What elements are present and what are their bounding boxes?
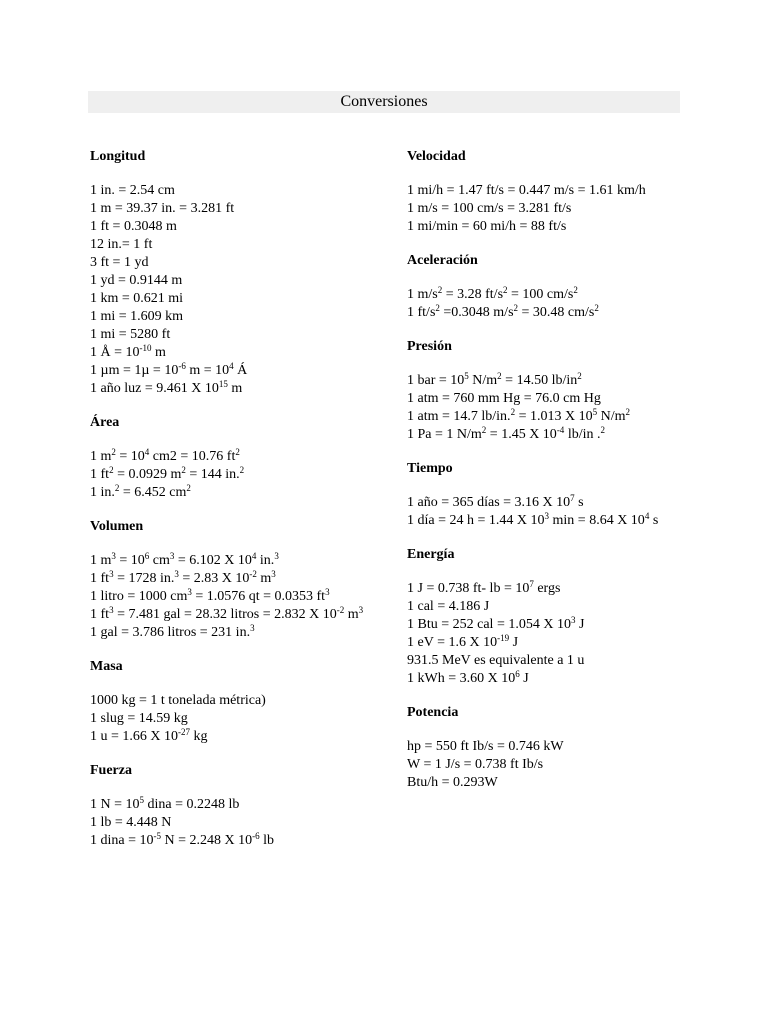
exponent: 15 bbox=[218, 379, 228, 389]
conversion-line: 1 in. = 2.54 cm bbox=[90, 183, 175, 198]
conversion-line: 1 $m/s^2 = 3.28$ $ft/s^2 = 100$ $cm/s^2$ bbox=[407, 285, 578, 302]
exponent: 2 bbox=[625, 407, 630, 417]
exponent: 3 bbox=[187, 587, 192, 597]
exponent: 2 bbox=[109, 465, 114, 475]
exponent: 3 bbox=[174, 569, 179, 579]
conversion-line: 1 $N = 10^5$ dina = 0.2248 lb bbox=[90, 795, 240, 812]
exponent: 3 bbox=[109, 605, 114, 615]
conversion-line: 1 mi/min = 60 mi/h = 88 ft/s bbox=[407, 219, 567, 234]
exponent: 3 bbox=[109, 569, 114, 579]
exponent: 6 bbox=[144, 551, 150, 561]
exponent: 4 bbox=[144, 447, 150, 457]
exponent: 3 bbox=[570, 615, 576, 625]
conversion-line: 1 slug = 14.59 kg bbox=[90, 711, 188, 726]
exponent: -6 bbox=[178, 361, 186, 371]
conversion-line: 1 bar = $10^5$ $N/m^2 = 14.50$ $lb/in^2$ bbox=[407, 371, 582, 388]
conversion-line: 1 atm = 14.7 lb/in.$^2$ = 1.013 X $10^5$ $N/m^2$ bbox=[407, 407, 630, 424]
conversion-line: 1 dina = $10^{-5}$ N = 2.248 X $10^{-6}$ lb bbox=[90, 831, 275, 848]
exponent: 2 bbox=[111, 447, 116, 457]
conversion-line: 1 día = 24 h = 1.44 X $10^3$ min = 8.64 X $10^4$ s bbox=[407, 511, 659, 528]
section-gap bbox=[407, 444, 707, 460]
left-column bbox=[90, 148, 390, 850]
exponent: -2 bbox=[249, 569, 257, 579]
conversion-line: 1 Pa = 1 $N/m^2 = 1.45$ X $10^{-4}$ lb/in .$^2$ bbox=[407, 425, 605, 442]
section-heading: Potencia bbox=[407, 705, 459, 720]
conversion-line: 1 $ft/s^2 =0.3048$ $m/s^2 = 30.48$ $cm/s^2$ bbox=[407, 303, 599, 320]
conversion-line: 1 $m^3 = 10^6$ $cm^3 = 6.102$ X $10^4$ in.$^3$ bbox=[90, 551, 279, 568]
section-heading: Área bbox=[90, 415, 120, 430]
exponent: 2 bbox=[497, 371, 502, 381]
section-presion bbox=[407, 338, 707, 444]
exponent: 2 bbox=[114, 483, 120, 493]
conversion-line: hp = 550 ft Ib/s = 0.746 kW bbox=[407, 739, 564, 754]
conversion-line: 1 mi = 5280 ft bbox=[90, 327, 171, 342]
section-gap bbox=[90, 746, 390, 762]
conversion-line: 1 litro = 1000 $cm^3 = 1.0576$ qt = 0.0353 $ft^3$ bbox=[90, 587, 330, 604]
conversion-line: 1 m/s = 100 cm/s = 3.281 ft/s bbox=[407, 201, 572, 216]
section-energia bbox=[407, 546, 707, 688]
exponent: 3 bbox=[358, 605, 364, 615]
conversion-line: 1 $ft^2 = 0.0929$ $m^2 = 144$ in.$^2$ bbox=[90, 465, 245, 482]
exponent: 3 bbox=[169, 551, 175, 561]
conversion-line: 1 gal = 3.786 litros = 231 in.$^3$ bbox=[90, 623, 255, 640]
section-heading: Masa bbox=[90, 659, 123, 674]
section-potencia bbox=[407, 704, 707, 792]
conversion-line: 1 año = 365 días = 3.16 X $10^7$ s bbox=[407, 493, 584, 510]
exponent: 2 bbox=[577, 371, 582, 381]
section-gap bbox=[407, 236, 707, 252]
conversion-line: 1 $\mu m = 1\mu = 10^{-6}$ $m = 10^4$ Á bbox=[90, 361, 248, 378]
exponent: 3 bbox=[325, 587, 330, 597]
conversion-line: 931.5 MeV es equivalente a 1 u bbox=[407, 653, 585, 668]
exponent: 2 bbox=[600, 425, 605, 435]
exponent: 2 bbox=[481, 425, 487, 435]
exponent: 2 bbox=[437, 285, 443, 295]
section-tiempo bbox=[407, 460, 707, 530]
conversion-line: 1 Btu = 252 cal = 1.054 X $10^3$ J bbox=[407, 615, 585, 632]
exponent: -5 bbox=[153, 831, 161, 841]
conversion-line: 1 in.$^2$ = 6.452 $cm^2$ bbox=[90, 483, 191, 500]
section-heading: Longitud bbox=[90, 149, 146, 164]
conversion-line: 12 in.= 1 ft bbox=[90, 237, 153, 252]
section-gap bbox=[407, 322, 707, 338]
conversion-line: 1 ft = 0.3048 m bbox=[90, 219, 177, 234]
conversion-line: 1 u = 1.66 X $10^{-27}$ kg bbox=[90, 727, 208, 744]
section-gap bbox=[90, 502, 390, 518]
section-area bbox=[90, 414, 390, 502]
conversion-line: 1 $m^2 = 10^4$ cm2 = 10.76 $ft^2$ bbox=[90, 447, 240, 464]
exponent: 2 bbox=[510, 407, 516, 417]
section-gap bbox=[407, 530, 707, 546]
conversion-line: 3 ft = 1 yd bbox=[90, 255, 149, 270]
section-aceleracion bbox=[407, 252, 707, 322]
conversion-line: W = 1 J/s = 0.738 ft Ib/s bbox=[407, 757, 544, 772]
exponent: -10 bbox=[139, 343, 152, 353]
section-heading: Fuerza bbox=[90, 763, 132, 778]
exponent: 2 bbox=[513, 303, 519, 313]
section-heading: Velocidad bbox=[407, 149, 466, 164]
conversion-line: 1 atm = 760 mm Hg = 76.0 cm Hg bbox=[407, 391, 601, 406]
exponent: 2 bbox=[573, 285, 578, 295]
exponent: 5 bbox=[592, 407, 598, 417]
section-heading: Presión bbox=[407, 339, 452, 354]
exponent: 2 bbox=[239, 465, 245, 475]
exponent: 2 bbox=[235, 447, 240, 457]
exponent: -2 bbox=[336, 605, 345, 615]
exponent: 3 bbox=[250, 623, 255, 633]
exponent: 3 bbox=[544, 511, 550, 521]
section-volumen bbox=[90, 518, 390, 642]
exponent: 3 bbox=[274, 551, 279, 561]
conversion-line: 1 mi = 1.609 km bbox=[90, 309, 184, 324]
section-heading: Energía bbox=[407, 547, 455, 562]
exponent: 5 bbox=[464, 371, 469, 381]
conversion-line: 1 $ft^3 = 1728$ in.$^3$ = 2.83 X $10^{-2}$ $m^3$ bbox=[90, 569, 276, 586]
exponent: -19 bbox=[497, 633, 510, 643]
exponent: 7 bbox=[529, 579, 534, 589]
exponent: 6 bbox=[515, 669, 520, 679]
exponent: -6 bbox=[252, 831, 260, 841]
conversion-line: 1 Å = $10^{-10}$ m bbox=[90, 343, 166, 360]
conversion-line: 1 kWh = 3.60 X $10^6$ J bbox=[407, 669, 529, 686]
section-masa bbox=[90, 658, 390, 746]
section-heading: Tiempo bbox=[407, 461, 453, 476]
section-gap bbox=[90, 642, 390, 658]
exponent: 4 bbox=[251, 551, 257, 561]
exponent: -27 bbox=[178, 727, 191, 737]
conversion-line: 1 $ft^3 = 7.481$ gal = 28.32 litros = 2.832 X $10^{-2}$ $m^3$ bbox=[90, 605, 364, 622]
exponent: 2 bbox=[181, 465, 186, 475]
exponent: 2 bbox=[435, 303, 440, 313]
exponent: 2 bbox=[594, 303, 599, 313]
section-fuerza bbox=[90, 762, 390, 850]
exponent: -4 bbox=[556, 425, 565, 435]
conversion-line: 1 cal = 4.186 J bbox=[407, 599, 490, 614]
conversion-line: 1 eV = 1.6 X $10^{-19}$ J bbox=[407, 633, 519, 650]
page-title: Conversiones bbox=[88, 91, 680, 113]
conversion-line: 1 m = 39.37 in. = 3.281 ft bbox=[90, 201, 235, 216]
section-velocidad bbox=[407, 148, 707, 236]
conversion-line: 1 J = 0.738 ft- lb = $10^7$ ergs bbox=[407, 579, 561, 596]
conversion-line: 1 año luz = 9.461 X $10^{15}$ m bbox=[90, 379, 243, 396]
section-gap bbox=[90, 398, 390, 414]
conversion-line: 1 mi/h = 1.47 ft/s = 0.447 m/s = 1.61 km/h bbox=[407, 183, 646, 198]
exponent: 5 bbox=[139, 795, 145, 805]
exponent: 4 bbox=[229, 361, 234, 371]
section-longitud bbox=[90, 148, 390, 398]
conversion-line: 1 lb = 4.448 N bbox=[90, 815, 172, 830]
conversion-line: 1 km = 0.621 mi bbox=[90, 291, 184, 306]
exponent: 7 bbox=[570, 493, 575, 503]
exponent: 2 bbox=[503, 285, 508, 295]
section-gap bbox=[407, 688, 707, 704]
conversion-line: 1000 kg = 1 t tonelada métrica) bbox=[90, 693, 266, 708]
conversion-line: Btu/h = 0.293W bbox=[407, 775, 498, 790]
exponent: 4 bbox=[644, 511, 650, 521]
conversion-line: 1 yd = 0.9144 m bbox=[90, 273, 183, 288]
exponent: 2 bbox=[186, 483, 191, 493]
section-heading: Aceleración bbox=[407, 253, 478, 268]
exponent: 3 bbox=[271, 569, 276, 579]
exponent: 3 bbox=[111, 551, 116, 561]
right-column bbox=[407, 148, 707, 792]
section-heading: Volumen bbox=[90, 519, 144, 534]
